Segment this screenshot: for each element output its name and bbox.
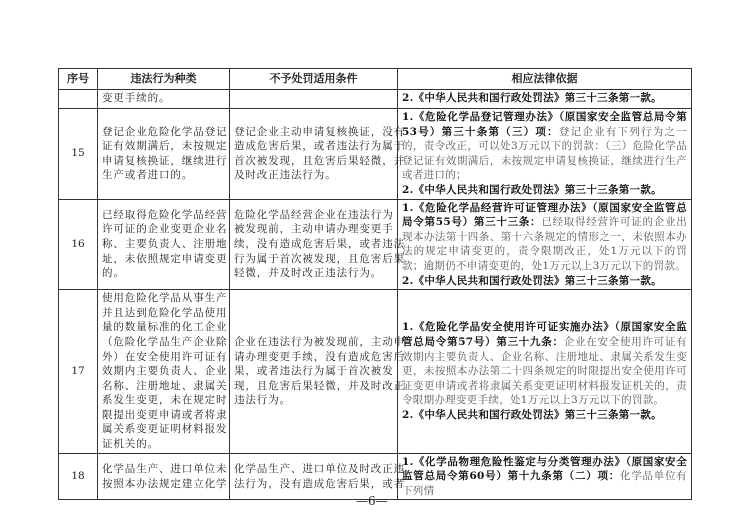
text-line: 化学品生产、进口单位未 xyxy=(102,462,228,475)
legal-citation xyxy=(402,201,687,274)
citation-title: 2.《中华人民共和国行政处罚法》第三十三条第一款。 xyxy=(402,408,662,421)
text-line: 轻微，并及时改正违法行为。 xyxy=(234,267,383,280)
header-violation-type: 违法行为种类 xyxy=(98,69,230,90)
legal-citation xyxy=(402,110,687,183)
citation-title: 2.《中华人民共和国行政处罚法》第三十三条第一款。 xyxy=(402,92,662,104)
legal-citation xyxy=(402,91,687,106)
exemption-condition-cell xyxy=(230,453,405,500)
serial-number-cell: 17 xyxy=(59,290,98,454)
text-line: 并且达到危险化学品使用 xyxy=(102,306,228,319)
legal-citation xyxy=(402,408,687,423)
citation-text: 企业在安全使用许可证有效期内主要负责人、企业名称、注册地址、隶属关系发生变更，未按照本办法第二十四条规定的时限提出安全使用许可证变更申请或者将隶属关系变更证明材料报发证机关的，责令限期办理变更手续，处1万元以上3万元以下的罚款。 xyxy=(402,335,687,407)
text-line: 申请复核换证，继续进行 xyxy=(102,154,228,167)
exemption-condition-cell xyxy=(230,90,398,109)
text-line: 的。 xyxy=(102,267,125,280)
text-line: （危险化学品生产企业除 xyxy=(102,335,228,348)
table-row xyxy=(59,109,692,200)
text-line: 系发生变更，未在规定时 xyxy=(102,394,228,407)
text-line: 现，且危害后果轻微，并及时改正 xyxy=(234,379,405,392)
text-line: 证有效期满后，未按规定 xyxy=(102,140,228,153)
violation-type-cell xyxy=(98,109,230,200)
text-line: 外）在安全使用许可证有 xyxy=(102,350,228,363)
text-line: 法行为，没有造成危害后果，或者 xyxy=(234,477,405,490)
legal-citation xyxy=(402,455,687,499)
text-line: 首次被发现，且危害后果轻微，并 xyxy=(234,154,405,167)
text-line: 被发现前，主动申请办理变更手 xyxy=(234,223,394,236)
serial-number-cell: 18 xyxy=(59,453,98,500)
legal-basis-cell xyxy=(398,199,692,290)
text-line: 按照本办法规定建立化学 xyxy=(102,477,228,490)
text-line: 效期内主要负责人、企业 xyxy=(102,365,228,378)
header-exemption-conditions: 不予处罚适用条件 xyxy=(230,69,398,90)
text-line: 证机关的。 xyxy=(102,438,159,451)
legal-basis-cell xyxy=(398,90,692,109)
citation-title: 2.《中华人民共和国行政处罚法》第三十三条第一款。 xyxy=(402,274,662,287)
text-line: 生产或者进口的。 xyxy=(102,169,194,182)
citation-text: 登记企业有下列行为之一的，责令改正，可以处3万元以下的罚款：（三）危险化学品登记证有效期满后，未按规定申请复核换证，继续进行生产或者进口的； xyxy=(402,125,687,182)
text-line: 违法行为。 xyxy=(234,394,291,407)
text-line: 使用危险化学品从事生产 xyxy=(102,292,228,305)
penalty-exemption-table xyxy=(58,68,692,500)
text-line: 登记企业主动申请复核换证，没有 xyxy=(234,125,405,138)
legal-basis-cell xyxy=(398,453,692,500)
text-line: 限提出变更申请或者将隶 xyxy=(102,408,228,421)
exemption-condition-cell xyxy=(230,199,405,290)
legal-basis-cell xyxy=(398,290,692,454)
page-number: —6— xyxy=(356,494,388,508)
text-line: 行为属于首次被发现，且危害后果 xyxy=(234,252,405,265)
text-line: 量的数量标准的化工企业 xyxy=(102,321,228,334)
header-serial: 序号 xyxy=(59,69,98,90)
text-line: 请办理变更手续，没有造成危害后 xyxy=(234,350,405,363)
text-line: 登记企业危险化学品登记 xyxy=(102,125,228,138)
citation-title: 1.《危险化学品登记管理办法》（原国家安全监管总局令第53号）第三十条第（三）项： xyxy=(402,111,687,138)
text-line: 许可证的企业变更企业名 xyxy=(102,223,228,236)
text-line: 属关系变更证明材料报发 xyxy=(102,423,228,436)
text-line: 化学品生产、进口单位及时改正违 xyxy=(234,462,405,475)
violation-type-cell xyxy=(98,453,230,500)
citation-title: 1.《化学品物理危险性鉴定与分类管理办法》（原国家安全监管总局令第60号）第十九条第（二）项： xyxy=(402,455,687,483)
table-row xyxy=(59,199,692,290)
citation-title: 2.《中华人民共和国行政处罚法》第三十三条第一款。 xyxy=(402,183,662,196)
table-row xyxy=(59,290,692,454)
legal-citation xyxy=(402,183,687,198)
text-line: 果，或者违法行为属于首次被发 xyxy=(234,365,394,378)
text-line: 已经取得危险化学品经营 xyxy=(102,208,228,221)
citation-text: 已经取得经营许可证的企业出现本办法第十四条、第十六条规定的情形之一，未依照本办法的规定申请变更的，责令限期改正，处1万元以下的罚款；逾期仍不申请变更的，处1万元以上3万元以下的罚款。 xyxy=(402,216,688,272)
legal-basis-cell xyxy=(398,109,692,200)
serial-number-cell xyxy=(59,90,98,109)
violation-type-cell xyxy=(98,90,230,109)
text-line: 企业在违法行为被发现前，主动申 xyxy=(234,335,405,348)
exemption-condition-cell xyxy=(230,109,405,200)
table-header-row xyxy=(59,69,692,90)
table-row xyxy=(59,453,692,500)
violation-type-cell xyxy=(98,199,230,290)
violation-type-cell xyxy=(98,290,230,454)
exemption-condition-cell xyxy=(230,290,405,454)
text-line: 称、主要负责人、注册地 xyxy=(102,238,228,251)
text-line: 及时改正违法行为。 xyxy=(234,169,337,182)
text-line: 造成危害后果，或者违法行为属于 xyxy=(234,140,405,153)
text-line: 续，没有造成危害后果，或者违法 xyxy=(234,238,405,251)
text-line: 危险化学品经营企业在违法行为 xyxy=(234,208,394,221)
citation-title: 1.《危险化学品安全使用许可证实施办法》（原国家安全监管总局令第57号）第三十九条： xyxy=(402,321,687,348)
serial-number-cell: 15 xyxy=(59,109,98,200)
text-line: 变更手续的。 xyxy=(102,92,171,104)
citation-text: 化学品单位有下列情 xyxy=(402,470,687,497)
citation-title: 1.《危险化学品经营许可证管理办法》（原国家安全监管总局令第55号）第三十三条： xyxy=(402,201,687,229)
text-line: 址，未依照规定申请变更 xyxy=(102,252,228,265)
serial-number-cell: 16 xyxy=(59,199,98,290)
header-legal-basis: 相应法律依据 xyxy=(398,69,692,90)
legal-citation xyxy=(402,274,687,289)
legal-citation xyxy=(402,320,687,408)
text-line: 名称、注册地址、隶属关 xyxy=(102,379,228,392)
table-row xyxy=(59,90,692,109)
